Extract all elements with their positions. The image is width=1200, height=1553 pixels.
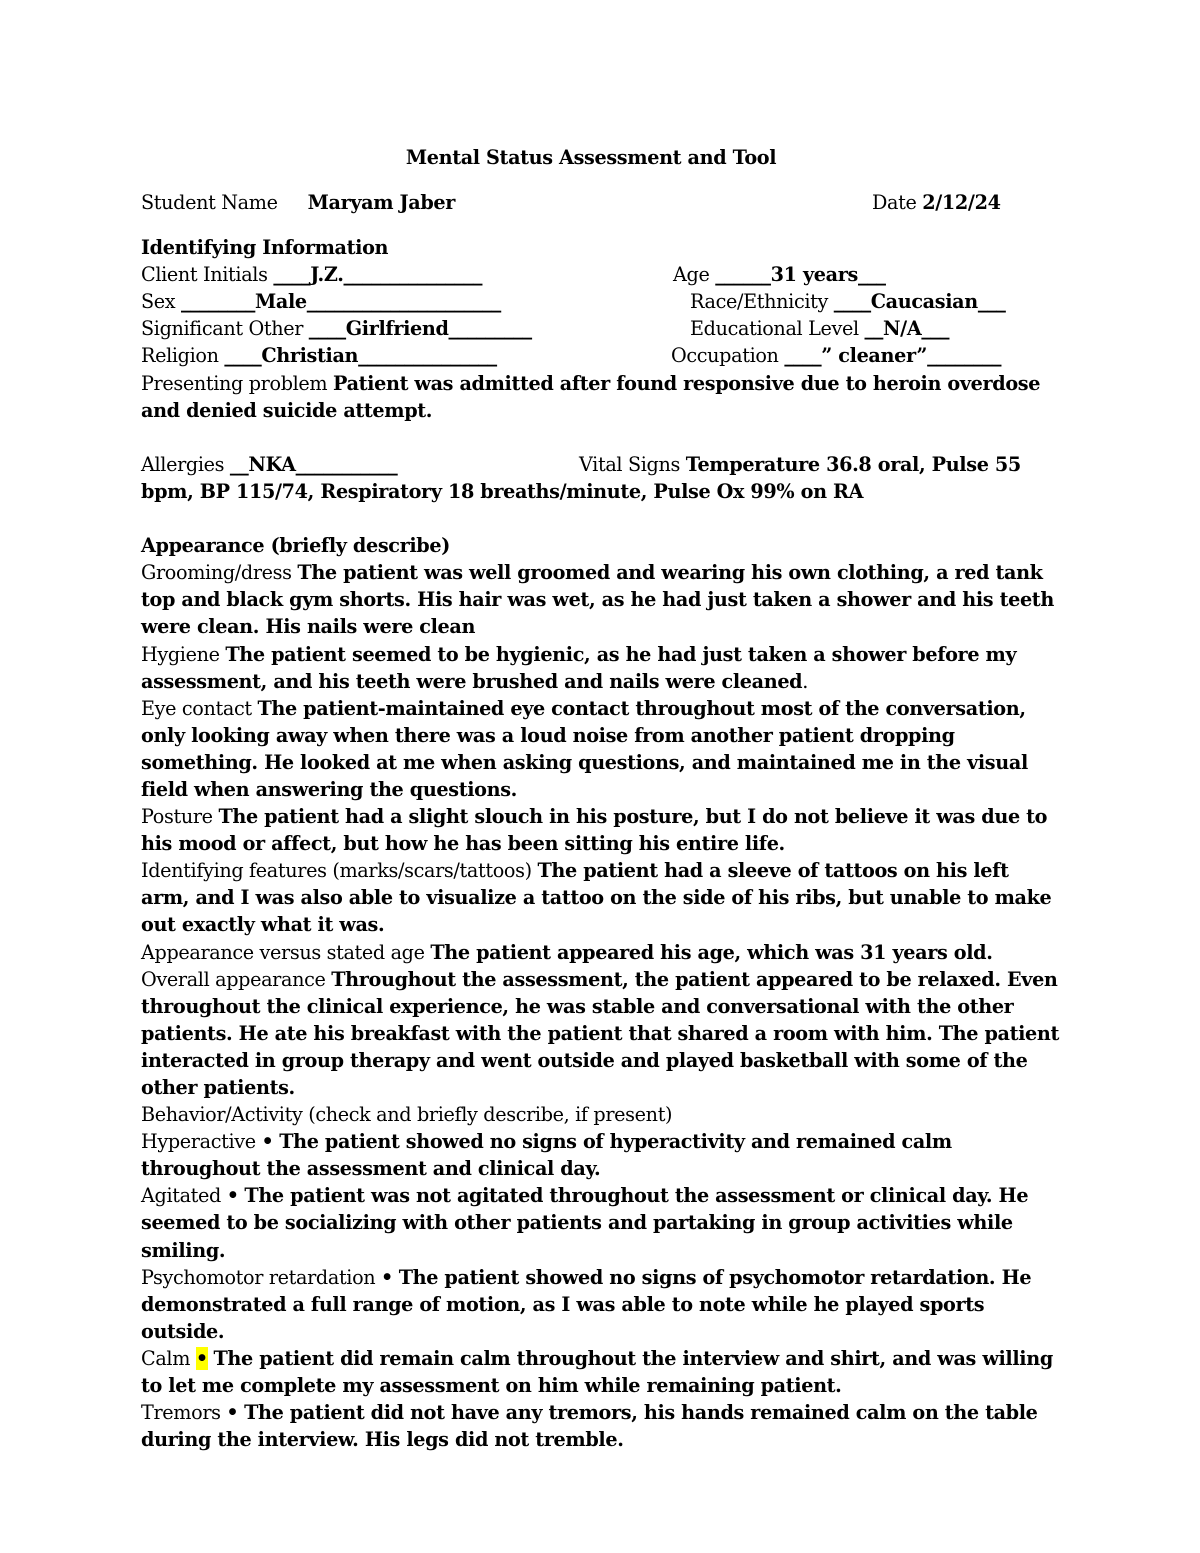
sex-value: ________Male_____________________: [181, 290, 501, 314]
calm-label: Calm: [141, 1346, 191, 1370]
age-label: Age: [673, 263, 710, 287]
sex-row: [141, 288, 1061, 315]
significant-other-label: Significant Other: [141, 317, 304, 341]
tremors-label: Tremors: [141, 1401, 221, 1425]
student-line: [141, 189, 1061, 216]
psychomotor-label: Psychomotor retardation: [141, 1265, 376, 1289]
overall-appearance-label: Overall appearance: [141, 967, 326, 991]
significant-other-value: ____Girlfriend_________: [308, 317, 532, 341]
race-label: Race/Ethnicity: [690, 290, 828, 314]
agitated-item: [141, 1182, 1061, 1263]
identifying-features-value: The patient had a sleeve of tattoos on his left arm, and I was also able to visualize a tattoo on the side of his ribs, but unable to make out exactly what it was.: [141, 859, 1052, 937]
eye-contact-value: The patient-maintained eye contact throughout most of the conversation, only looking away when there was a loud noise from another patient dropping something. He looked at me when asking questions, and maintained me in the visual field when answering the questions.: [141, 696, 1028, 801]
posture-label: Posture: [141, 805, 213, 829]
psychomotor-item: [141, 1264, 1061, 1345]
religion-value: ____Christian_______________: [224, 344, 497, 368]
appearance-age-label: Appearance versus stated age: [141, 940, 425, 964]
grooming-label: Grooming/dress: [141, 561, 292, 585]
document-page: [141, 144, 1061, 1453]
vital-signs-value-1: Temperature 36.8 oral, Pulse 55: [685, 452, 1021, 476]
identifying-features-label: Identifying features (marks/scars/tattoos): [141, 859, 532, 883]
race-value: ____Caucasian___: [833, 290, 1006, 314]
posture-value: The patient had a slight slouch in his posture, but I do not believe it was due to his mood or affect, but how he has been sitting his entire life.: [141, 805, 1048, 856]
appearance-age-value: The patient appeared his age, which was 31 years old.: [430, 940, 993, 964]
client-initials-value: ____J.Z._______________: [273, 263, 483, 287]
identifying-features-item: [141, 857, 1061, 938]
bullet-icon: •: [226, 1184, 239, 1208]
sex-label: Sex: [141, 290, 176, 314]
grooming-item: [141, 559, 1061, 640]
occupation-label: Occupation: [671, 344, 779, 368]
vital-signs-label: Vital Signs: [579, 452, 680, 476]
allergies-value: __NKA___________: [229, 452, 398, 476]
posture-item: [141, 803, 1061, 857]
hygiene-value: The patient seemed to be hygienic, as he had just taken a shower before my assessment, and his teeth were brushed and nails were cleaned: [141, 642, 1017, 693]
bullet-icon: •: [261, 1130, 274, 1154]
date-label: Date: [872, 191, 917, 214]
tremors-value: The patient did not have any tremors, his hands remained calm on the table during the interview. His legs did not tremble.: [141, 1401, 1038, 1452]
vital-signs-value-2: bpm, BP 115/74, Respiratory 18 breaths/minute, Pulse Ox 99% on RA: [141, 479, 864, 503]
identifying-heading: Identifying Information: [141, 236, 389, 260]
appearance-heading: Appearance (briefly describe): [141, 534, 450, 558]
bullet-icon: •: [381, 1265, 393, 1289]
bullet-icon: •: [226, 1401, 239, 1425]
grooming-value: The patient was well groomed and wearing his own clothing, a red tank top and black gym shorts. His hair was wet, as he had just taken a shower and his teeth were clean. His nails were clean: [141, 561, 1054, 639]
allergies-label: Allergies: [141, 452, 225, 476]
hygiene-item: Hygiene The patient seemed to be hygienic, as he had just taken a shower before my assessment, and his teeth were brushed and nails were cleaned.: [141, 642, 1017, 693]
calm-value: The patient did remain calm throughout the interview and shirt, and was willing to let me complete my assessment on him while remaining patient.: [141, 1346, 1053, 1398]
occupation-value: ____” cleaner”________: [784, 344, 1002, 368]
tremors-item: [141, 1399, 1061, 1453]
highlighted-bullet-icon: •: [195, 1346, 208, 1370]
document-title: Mental Status Assessment and Tool: [405, 146, 777, 169]
calm-item: [141, 1345, 1061, 1399]
hyperactive-value: The patient showed no signs of hyperactivity and remained calm throughout the assessment and clinical day.: [141, 1130, 952, 1181]
hygiene-label: Hygiene: [141, 642, 220, 666]
hyperactive-label: Hyperactive: [141, 1130, 256, 1154]
date-value: 2/12/24: [922, 191, 1001, 214]
age-value: ______31 years___: [715, 263, 886, 287]
behavior-heading: Behavior/Activity (check and briefly describe, if present): [141, 1103, 673, 1127]
education-label: Educational Level: [690, 317, 859, 341]
eye-contact-label: Eye contact: [141, 696, 252, 720]
allergies-vitals-row: [141, 451, 1061, 478]
presenting-problem: [141, 370, 1061, 424]
religion-label: Religion: [141, 344, 219, 368]
presenting-problem-value: Patient was admitted after found responsive due to heroin overdose and denied suicide attempt.: [141, 371, 1041, 422]
agitated-value: The patient was not agitated throughout the assessment or clinical day. He seemed to be socializing with other patients and partaking in group activities while smiling.: [141, 1184, 1029, 1262]
religion-row: [141, 342, 1061, 369]
psychomotor-value: The patient showed no signs of psychomotor retardation. He demonstrated a full range of motion, as I was able to note while he played sports outside.: [141, 1265, 1032, 1343]
education-value: __N/A___: [864, 317, 950, 341]
hyperactive-item: [141, 1128, 1061, 1182]
overall-appearance-item: [141, 966, 1061, 1101]
student-name-label: Student Name: [141, 191, 278, 214]
presenting-problem-label: Presenting problem: [141, 371, 328, 395]
significant-other-row: [141, 315, 1061, 342]
appearance-age-item: [141, 939, 1061, 966]
eye-contact-item: [141, 695, 1061, 803]
student-name-value: Maryam Jaber: [307, 191, 455, 214]
agitated-label: Agitated: [141, 1184, 221, 1208]
client-initials-label: Client Initials: [141, 263, 268, 287]
overall-appearance-value: Throughout the assessment, the patient appeared to be relaxed. Even throughout the clinical experience, he was stable and conversational with the other patients. He ate his breakfast with the patient that shared a room with him. The patient interacted in group therapy and went outside and played basketball with some of the other patients.: [141, 967, 1060, 1099]
client-initials-row: [141, 261, 1061, 288]
